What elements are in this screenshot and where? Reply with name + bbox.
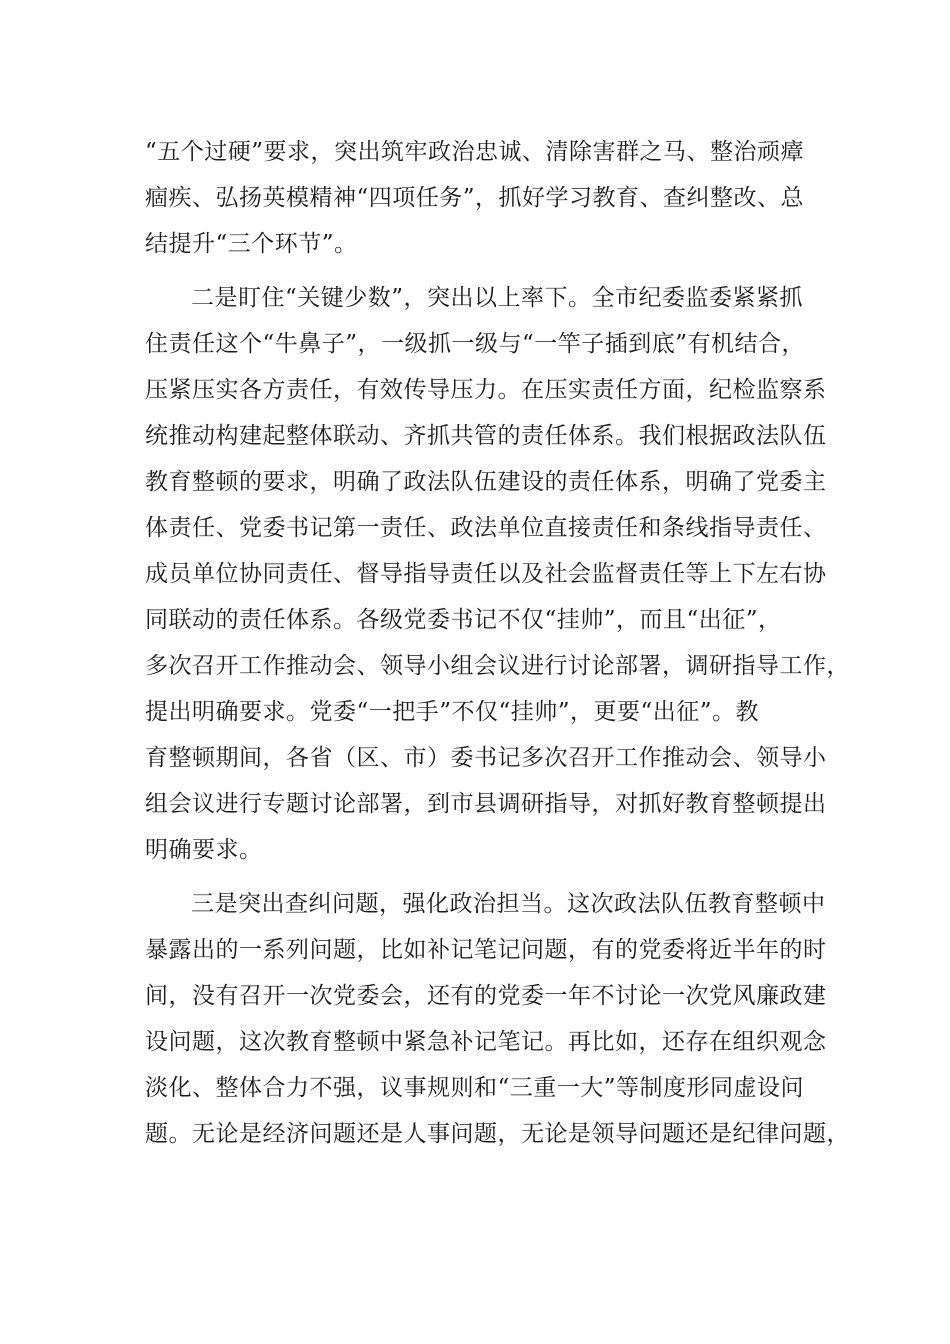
text-line: 提出明确要求。党委“一把手”不仅“挂帅”，更要“出征”。教 [145,699,760,725]
text-line: 间，没有召开一次党委会，还有的党委一年不讨论一次党风廉政建 [145,983,827,1009]
text-line: 同联动的责任体系。各级党委书记不仅“挂帅”，而且“出征”， [145,607,782,633]
text-line: 痼疾、弘扬英模精神“四项任务”，抓好学习教育、查纠整改、总 [145,185,805,211]
text-line: 压紧压实各方责任，有效传导压力。在压实责任方面，纪检监察系 [145,377,827,403]
text-line: 暴露出的一系列问题，比如补记笔记问题，有的党委将近半年的时 [145,937,827,963]
text-line: 组会议进行专题讨论部署，到市县调研指导，对抓好教育整顿提出 [145,791,827,817]
text-line: “五个过硬”要求，突出筑牢政治忠诚、清除害群之马、整治顽瘴 [145,139,805,165]
paragraph-start-line: 三是突出查纠问题，强化政治担当。这次政法队伍教育整顿中 [191,891,826,917]
text-line: 多次召开工作推动会、领导小组会议进行讨论部署，调研指导工作， [145,653,850,679]
text-line: 成员单位协同责任、督导指导责任以及社会监督责任等上下左右协 [145,561,827,587]
text-line: 题。无论是经济问题还是人事问题，无论是领导问题还是纪律问题， [145,1121,850,1147]
text-line: 住责任这个“牛鼻子”，一级抓一级与“一竿子插到底”有机结合， [145,331,806,357]
text-line: 明确要求。 [145,837,263,863]
text-line: 设问题，这次教育整顿中紧急补记笔记。再比如，还存在组织观念 [145,1029,827,1055]
paragraph-start-line: 二是盯住“关键少数”，突出以上率下。全市纪委监委紧紧抓 [191,285,804,311]
text-line: 教育整顿的要求，明确了政法队伍建设的责任体系，明确了党委主 [145,469,827,495]
text-line: 统推动构建起整体联动、齐抓共管的责任体系。我们根据政法队伍 [145,423,827,449]
text-line: 育整顿期间，各省（区、市）委书记多次召开工作推动会、领导小 [145,745,827,771]
text-line: 体责任、党委书记第一责任、政法单位直接责任和条线指导责任、 [145,515,827,541]
text-line: 结提升“三个环节”。 [145,231,358,257]
text-line: 淡化、整体合力不强，议事规则和“三重一大”等制度形同虚设问 [145,1075,805,1101]
